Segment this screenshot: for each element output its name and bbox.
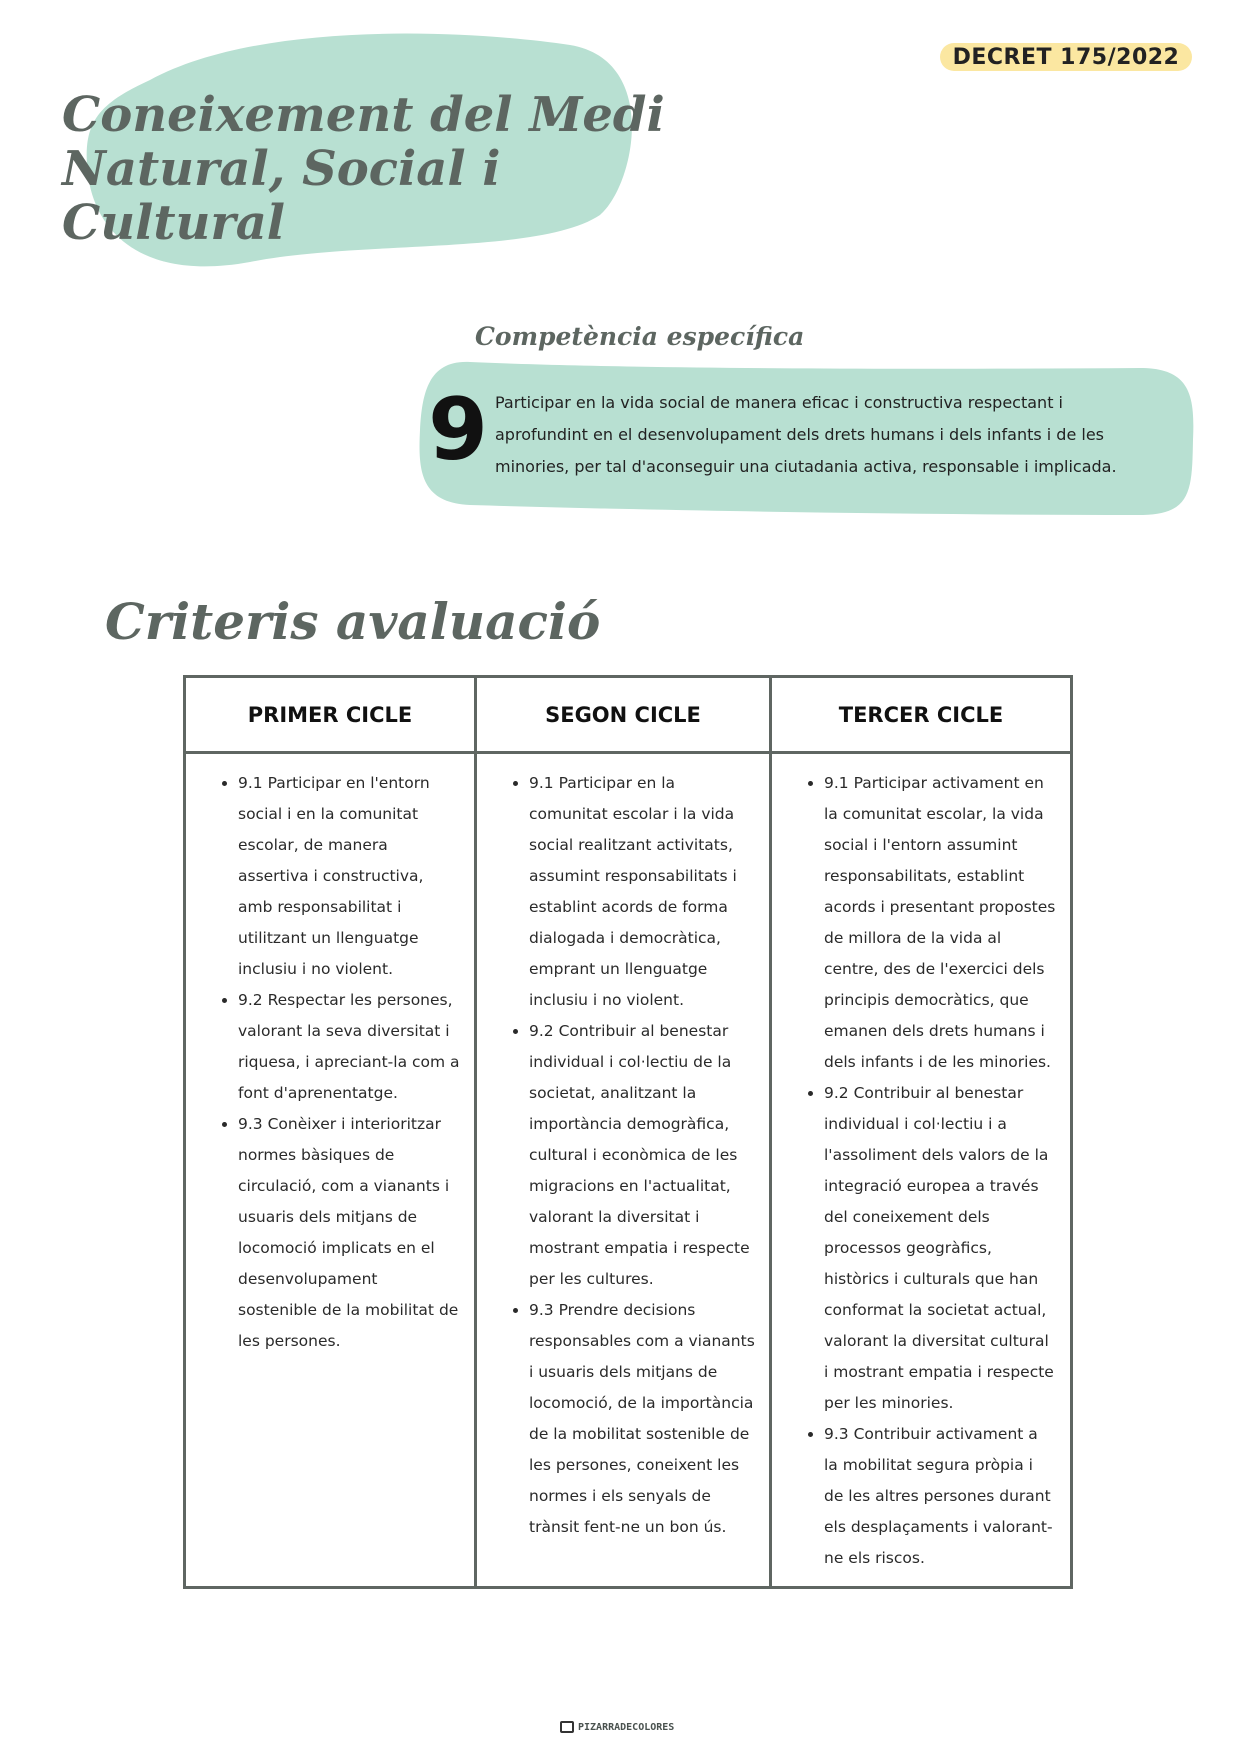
footer-brand-text: PIZARRADECOLORES [578, 1721, 675, 1733]
list-item: • 9.1 Participar en l'entorn social i en la comunitat escolar, de manera assertiva i constructiva, amb responsabilitat i utilitzant un llenguatge inclusiu i no violent. [238, 768, 460, 985]
criteris-table [183, 675, 1073, 1589]
column-segon-cicle [477, 678, 772, 1586]
title-line-1: Coneixement del Medi [62, 87, 665, 143]
list-item: • 9.3 Prendre decisions responsables com a vianants i usuaris dels mitjans de locomoció, de la importància de la mobilitat sostenible de les persones, coneixent les normes i els senyals de trànsit fent-ne un bon ús. [529, 1295, 755, 1543]
list-item: • 9.1 Participar en la comunitat escolar i la vida social realitzant activitats, assumint responsabilitats i establint acords de forma dialogada i democràtica, emprant un llenguatge inclusiu i no violent. [529, 768, 755, 1016]
column-header: SEGON CICLE [477, 678, 769, 754]
column-primer-cicle [186, 678, 477, 1586]
list-item: • 9.2 Contribuir al benestar individual i col·lectiu i a l'assoliment dels valors de la integració europea a través del coneixement dels processos geogràfics, històrics i culturals que han conformat la societat actual, valorant la diversitat cultural i mostrant empatia i respecte per les minories. [824, 1078, 1056, 1419]
page-title [62, 88, 702, 250]
list-item: • 9.3 Contribuir activament a la mobilitat segura pròpia i de les altres persones durant els desplaçaments i valorant-ne els riscos. [824, 1419, 1056, 1574]
column-header: PRIMER CICLE [186, 678, 474, 754]
criteria-list [186, 754, 474, 1357]
list-item: • 9.2 Contribuir al benestar individual i col·lectiu de la societat, analitzant la importància demogràfica, cultural i econòmica de les migracions en l'actualitat, valorant la diversitat i mostrant empatia i respecte per les cultures. [529, 1016, 755, 1295]
criteria-list [772, 754, 1070, 1574]
column-header: TERCER CICLE [772, 678, 1070, 754]
column-tercer-cicle [772, 678, 1070, 1586]
decret-badge: DECRET 175/2022 [940, 43, 1192, 71]
criteris-heading: Criteris avaluació [105, 592, 601, 651]
list-item: • 9.1 Participar activament en la comunitat escolar, la vida social i l'entorn assumint responsabilitats, establint acords i presentant propostes de millora de la vida al centre, des de l'exercici dels principis democràtics, que emanen dels drets humans i dels infants i de les minories. [824, 768, 1056, 1078]
list-item: • 9.2 Respectar les persones, valorant la seva diversitat i riquesa, i apreciant-la com a font d'aprenentatge. [238, 985, 460, 1109]
competencia-label: Competència específica [475, 322, 805, 351]
title-line-2: Natural, Social i Cultural [62, 141, 501, 251]
competencia-number: 9 [428, 380, 488, 480]
footer-brand [560, 1717, 680, 1737]
board-icon [560, 1721, 574, 1733]
list-item: • 9.3 Conèixer i interioritzar normes bàsiques de circulació, com a vianants i usuaris dels mitjans de locomoció implicats en el desenvolupament sostenible de la mobilitat de les persones. [238, 1109, 460, 1357]
criteria-list [477, 754, 769, 1543]
competencia-text: Participar en la vida social de manera eficac i constructiva respectant i aprofundint en el desenvolupament dels drets humans i dels infants i de les minories, per tal d'aconseguir una ciutadania activa, responsable i implicada. [495, 393, 1117, 476]
